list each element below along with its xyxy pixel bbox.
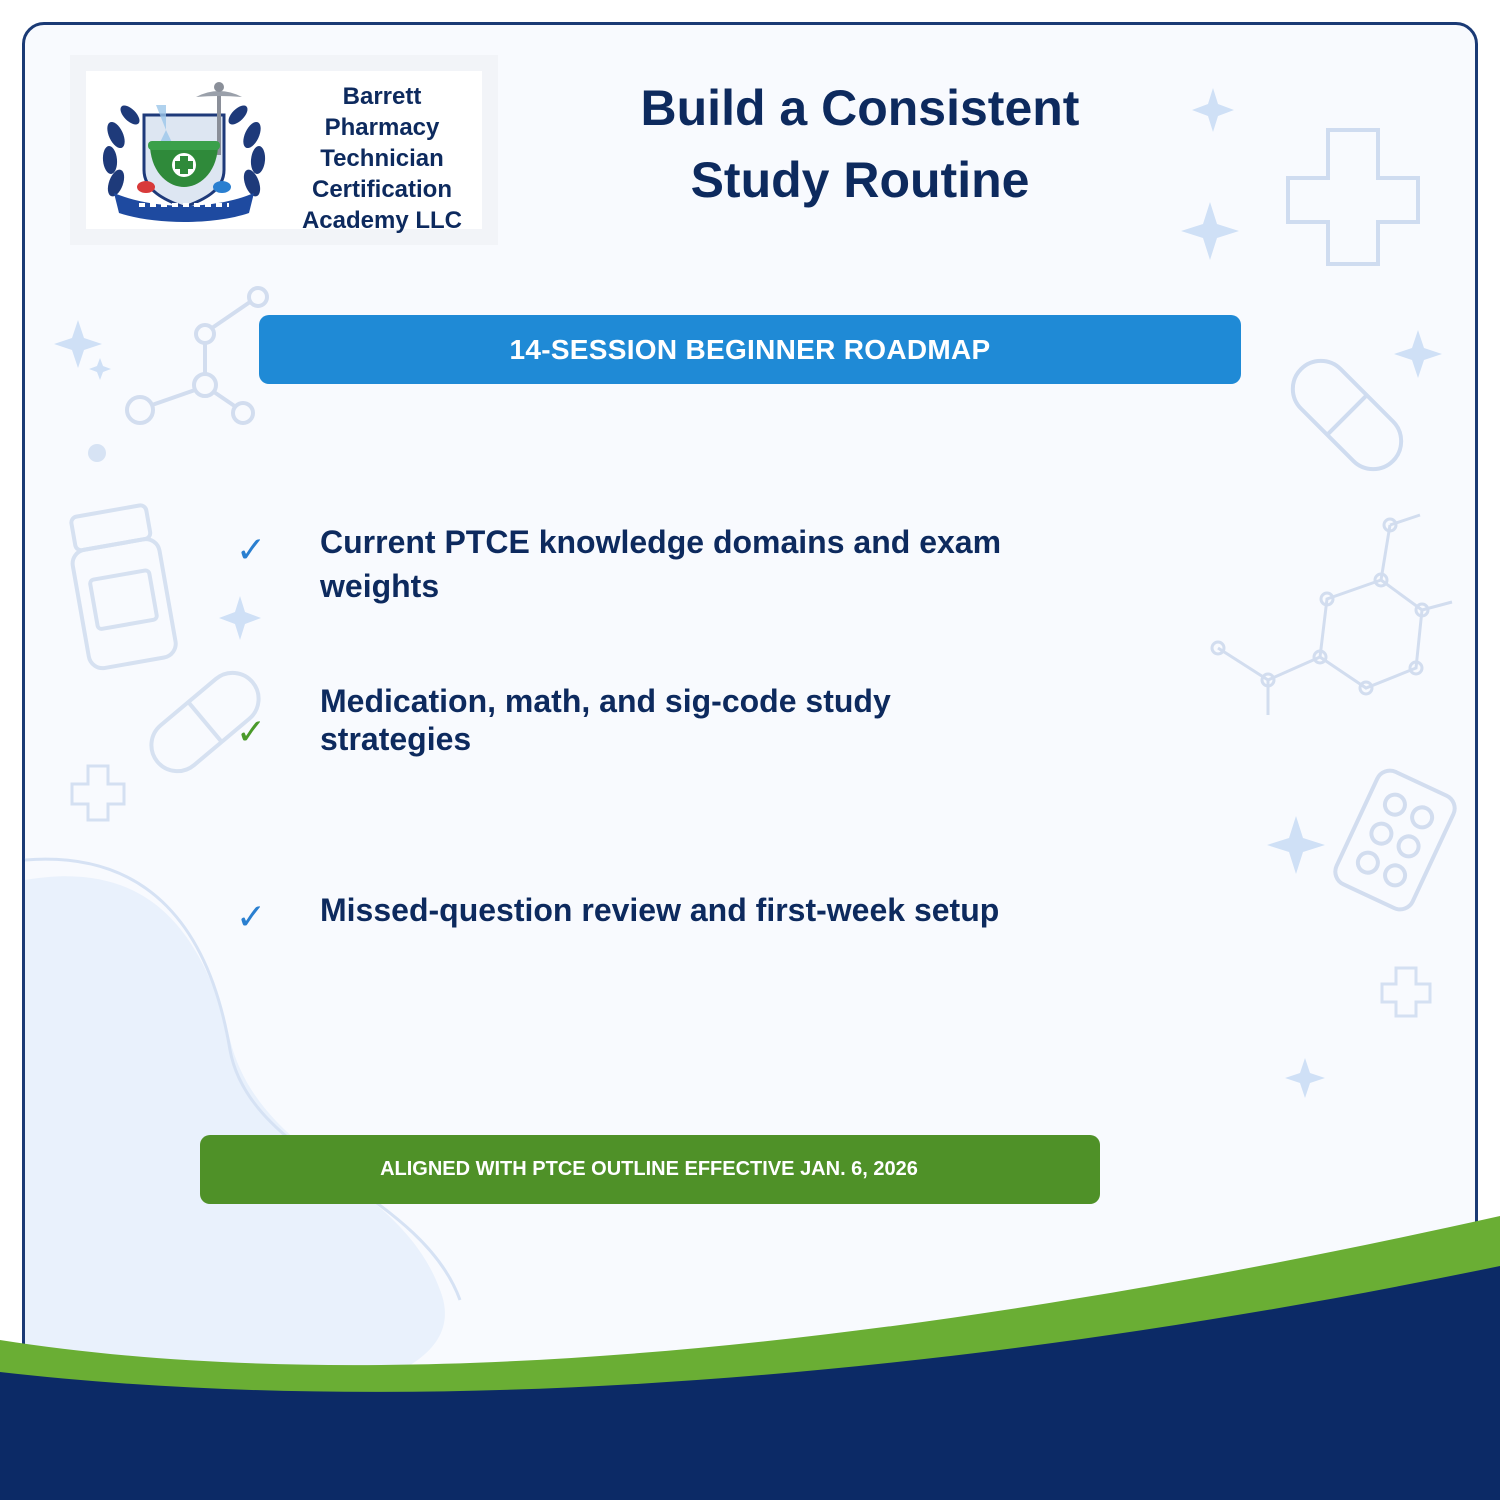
title-line-1: Build a Consistent: [640, 80, 1080, 136]
organization-name: Barrett Pharmacy Technician Certification Academy LLC: [301, 83, 463, 234]
title-line-2: Study Routine: [690, 152, 1030, 208]
checklist-item: Missed-question review and first-week setup: [320, 892, 1000, 928]
checklist-item: Medication, math, and sig-code study strategies: [320, 683, 891, 757]
pill-bottle-icon: [65, 503, 178, 670]
roadmap-banner-label: 14-SESSION BEGINNER ROADMAP: [509, 333, 991, 365]
alignment-banner-label: ALIGNED WITH PTCE OUTLINE EFFECTIVE JAN. 6, 2026: [380, 1158, 918, 1180]
blister-pack-icon: [1331, 766, 1460, 914]
check-icon: ✓: [236, 711, 267, 752]
roadmap-banner: [259, 315, 1241, 384]
check-icon: ✓: [236, 896, 267, 937]
page-title: [560, 72, 1160, 216]
molecule-icon: [127, 288, 267, 423]
cross-icon: [1382, 968, 1430, 1016]
molecule-icon: [1212, 515, 1452, 715]
check-icon: ✓: [236, 529, 267, 570]
alignment-banner: [200, 1135, 1100, 1204]
logo: [86, 71, 482, 234]
logo-box: [70, 55, 498, 245]
academy-emblem-icon: [94, 75, 274, 225]
checklist-item: Current PTCE knowledge domains and exam weights: [320, 524, 1002, 604]
capsule-icon: [1281, 349, 1413, 481]
cross-icon: [1288, 130, 1418, 264]
cross-icon: [72, 766, 124, 820]
